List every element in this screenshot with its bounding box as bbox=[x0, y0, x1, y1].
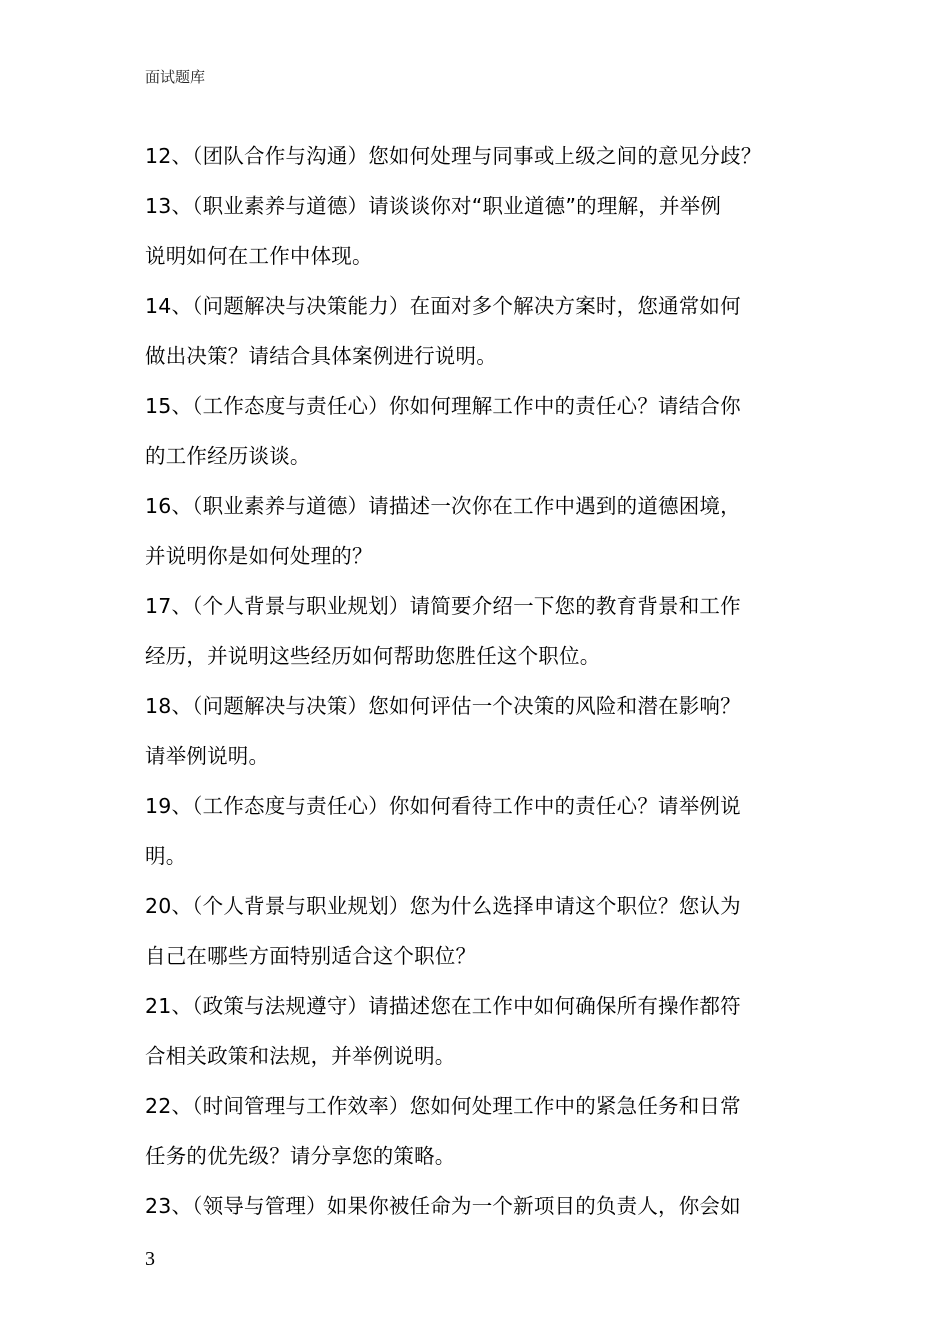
question-text-line: 19、（工作态度与责任心）你如何看待工作中的责任心？请举例说 bbox=[145, 794, 741, 818]
question-text-line: 13、（职业素养与道德）请谈谈你对“职业道德”的理解，并举例 bbox=[145, 194, 722, 218]
question-item bbox=[145, 1181, 810, 1231]
question-text-line: 14、（问题解决与决策能力）在面对多个解决方案时，您通常如何 bbox=[145, 294, 741, 318]
question-item bbox=[145, 981, 810, 1081]
question-text-line: 任务的优先级？请分享您的策略。 bbox=[145, 1144, 456, 1168]
question-text-line: 自己在哪些方面特别适合这个职位？ bbox=[145, 944, 477, 968]
question-item bbox=[145, 1081, 810, 1181]
question-item bbox=[145, 881, 810, 981]
question-text-line: 17、（个人背景与职业规划）请简要介绍一下您的教育背景和工作 bbox=[145, 594, 741, 618]
question-text-line: 做出决策？请结合具体案例进行说明。 bbox=[145, 344, 497, 368]
question-text-line: 请举例说明。 bbox=[145, 744, 270, 768]
question-item bbox=[145, 131, 810, 181]
question-text-line: 21、（政策与法规遵守）请描述您在工作中如何确保所有操作都符 bbox=[145, 994, 741, 1018]
question-text-line: 16、（职业素养与道德）请描述一次你在工作中遇到的道德困境， bbox=[145, 494, 741, 518]
question-text-line: 经历，并说明这些经历如何帮助您胜任这个职位。 bbox=[145, 644, 601, 668]
page-header-title: 面试题库 bbox=[145, 68, 206, 86]
question-text-line: 的工作经历谈谈。 bbox=[145, 444, 311, 468]
question-item bbox=[145, 381, 810, 481]
question-item bbox=[145, 181, 810, 281]
question-item bbox=[145, 481, 810, 581]
page-number: 3 bbox=[145, 1248, 155, 1270]
question-text-line: 明。 bbox=[145, 844, 187, 868]
question-list bbox=[145, 131, 810, 1231]
question-item bbox=[145, 781, 810, 881]
question-text-line: 22、（时间管理与工作效率）您如何处理工作中的紧急任务和日常 bbox=[145, 1094, 741, 1118]
question-text-line: 说明如何在工作中体现。 bbox=[145, 244, 373, 268]
question-item bbox=[145, 681, 810, 781]
question-text-line: 合相关政策和法规，并举例说明。 bbox=[145, 1044, 456, 1068]
question-item bbox=[145, 581, 810, 681]
question-text-line: 18、（问题解决与决策）您如何评估一个决策的风险和潜在影响？ bbox=[145, 694, 741, 718]
question-text-line: 并说明你是如何处理的？ bbox=[145, 544, 373, 568]
question-item bbox=[145, 281, 810, 381]
question-text-line: 12、（团队合作与沟通）您如何处理与同事或上级之间的意见分歧？ bbox=[145, 144, 762, 168]
question-text-line: 20、（个人背景与职业规划）您为什么选择申请这个职位？您认为 bbox=[145, 894, 741, 918]
question-text-line: 23、（领导与管理）如果你被任命为一个新项目的负责人，你会如 bbox=[145, 1194, 741, 1218]
question-text-line: 15、（工作态度与责任心）你如何理解工作中的责任心？请结合你 bbox=[145, 394, 741, 418]
